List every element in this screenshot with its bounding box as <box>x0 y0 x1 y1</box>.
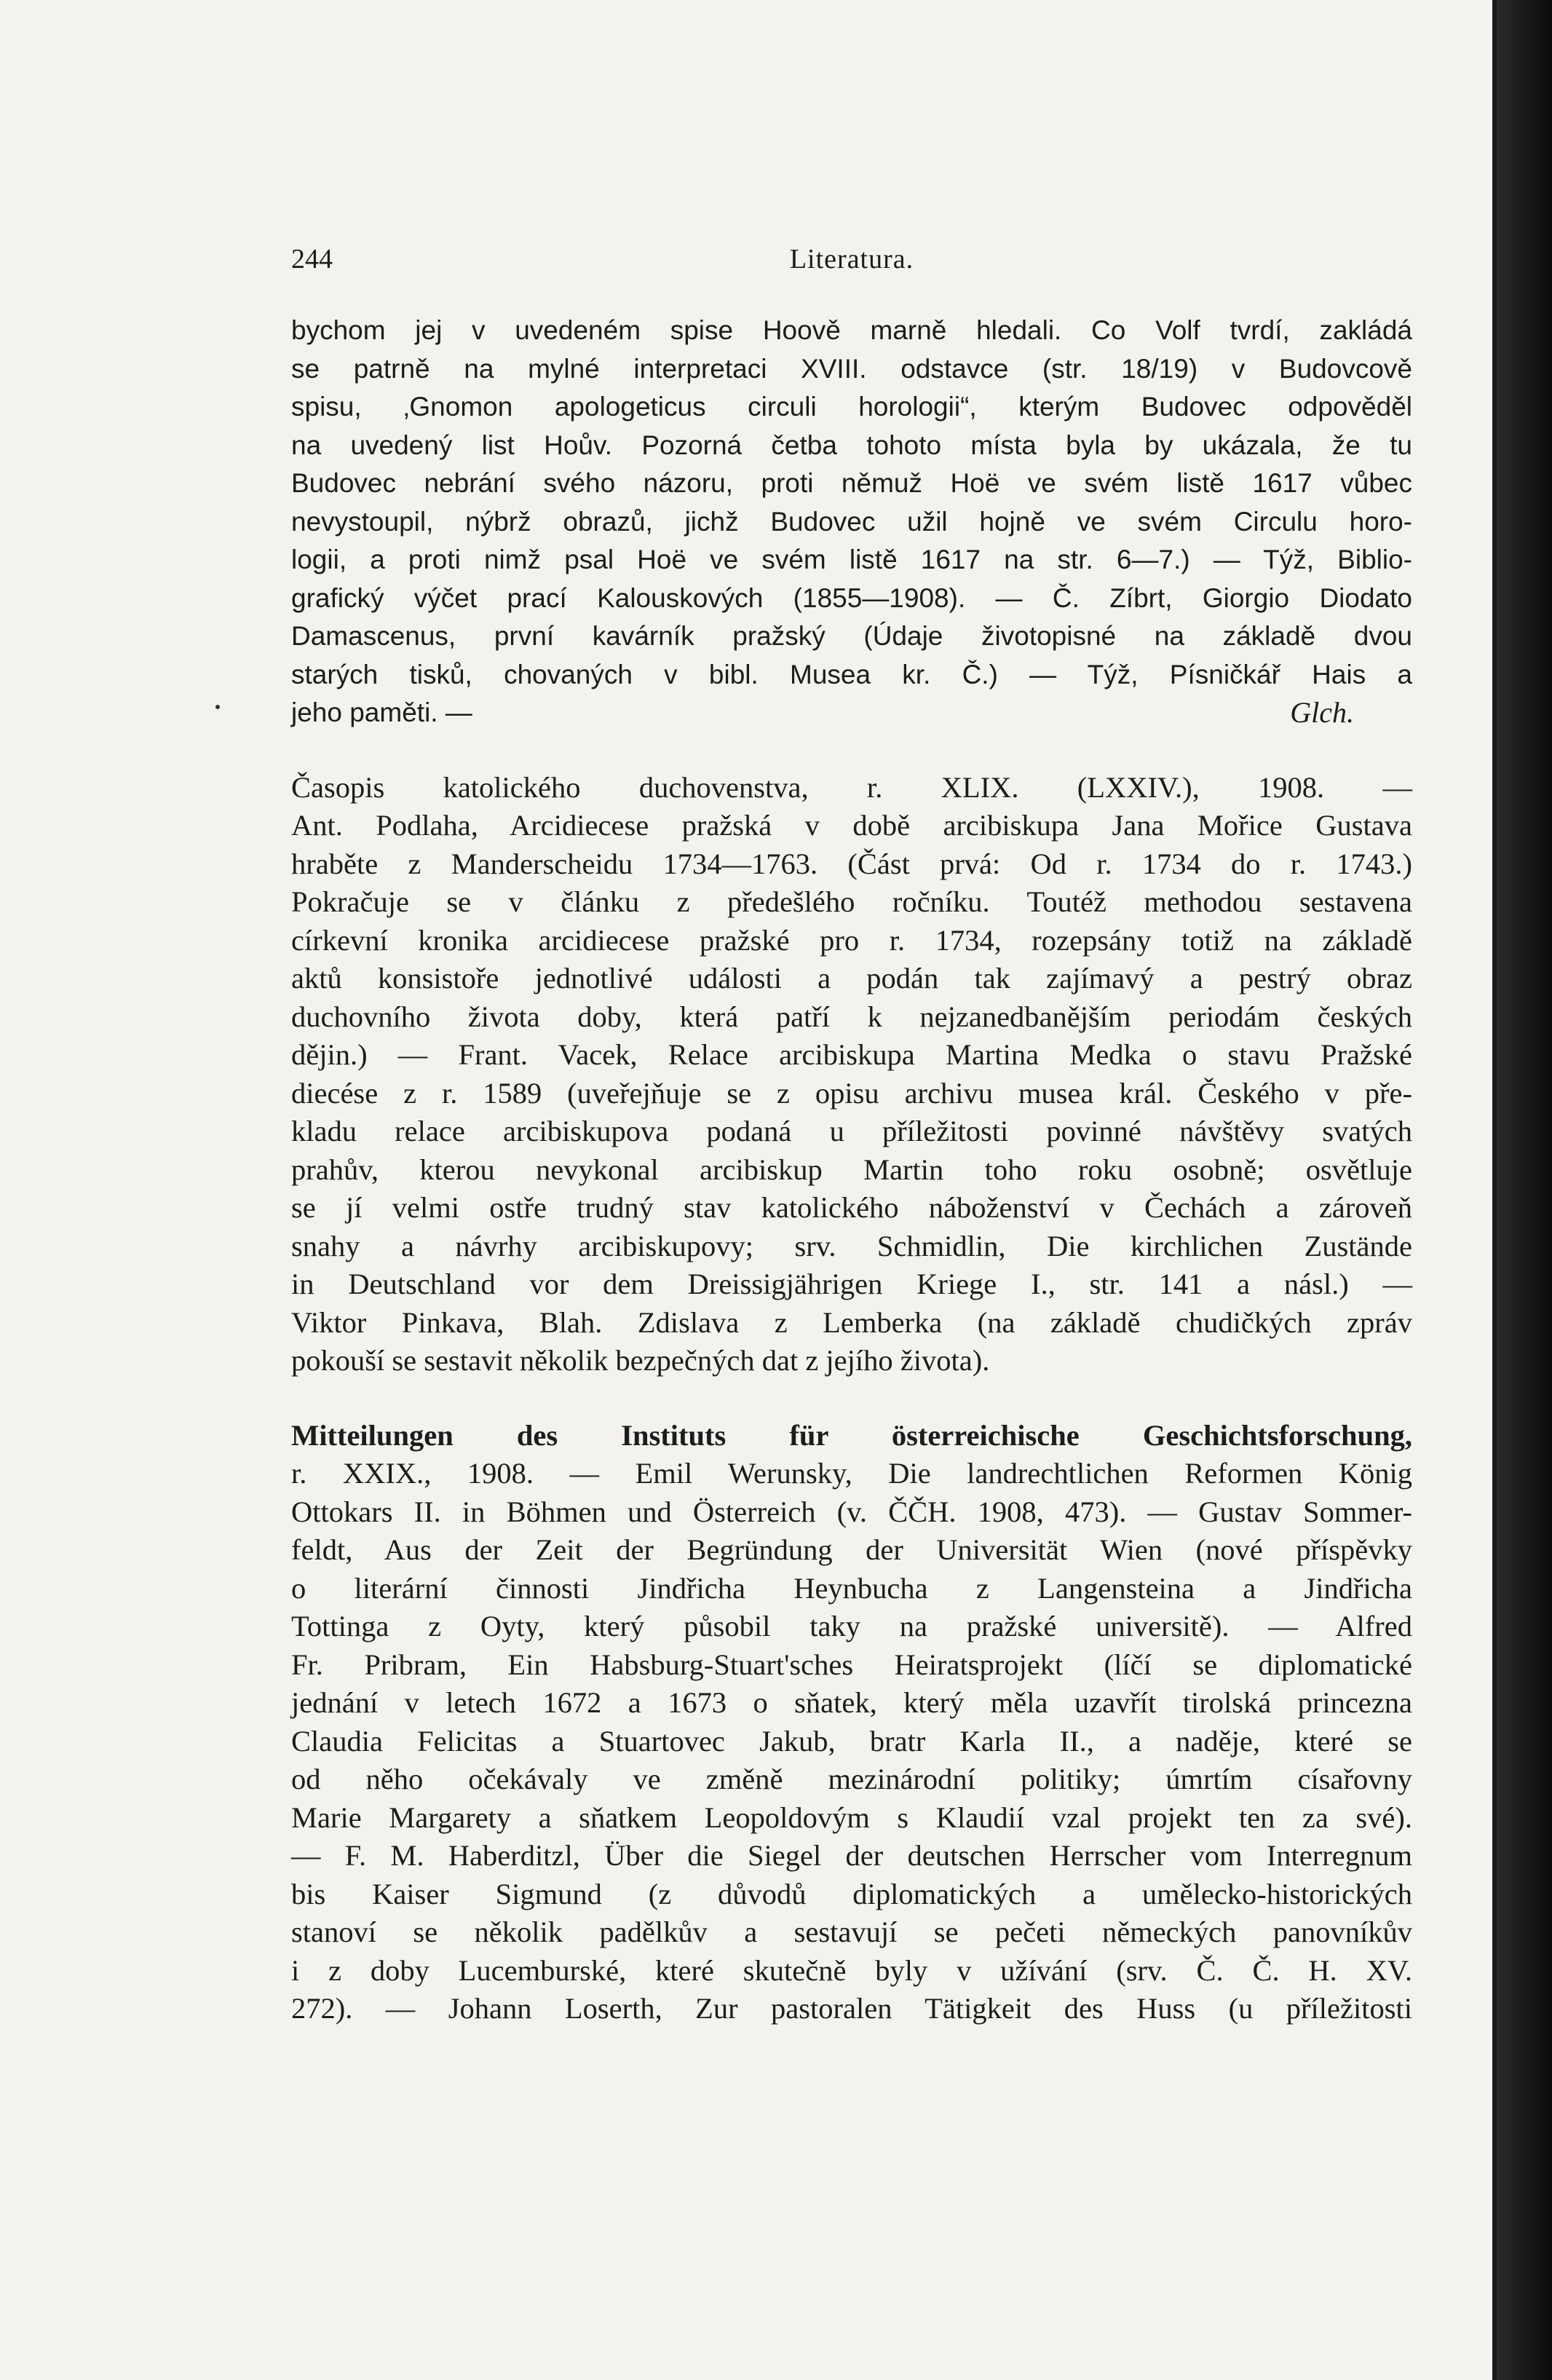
text-line: diecése z r. 1589 (uveřejňuje se z opisu archivu musea král. Českého v pře- <box>291 1076 1412 1110</box>
section-mitteilungen <box>291 1417 1412 2028</box>
text-line: feldt, Aus der Zeit der Begründung der Universität Wien (nové příspěvky <box>291 1533 1412 1566</box>
text-line: Budovec nebrání svého názoru, proti němuž Hoë ve svém listě 1617 vůbec <box>291 468 1412 498</box>
section-gap <box>291 1380 1412 1417</box>
text-line: r. XXIX., 1908. — Emil Werunsky, Die landrechtlichen Reformen König <box>291 1457 1412 1490</box>
text-line: grafický výčet prací Kalouskových (1855—1908). — Č. Zíbrt, Giorgio Diodato <box>291 582 1412 613</box>
section-heading-line: Mitteilungen des Instituts für österreichische Geschichtsforschung, <box>291 1418 1412 1452</box>
page-edge-shadow <box>1497 0 1552 2380</box>
text-line: o literární činnosti Jindřicha Heynbucha z Langensteina a Jindřicha <box>291 1571 1412 1605</box>
text-line: — F. M. Haberditzl, Über die Siegel der deutschen Herrscher vom Interregnum <box>291 1839 1412 1872</box>
text-line: Ant. Podlaha, Arcidiecese pražská v době arcibiskupa Jana Mořice Gustava <box>291 809 1412 842</box>
running-title: Literatura. <box>789 244 914 274</box>
section-gap <box>291 732 1412 769</box>
text-line: Marie Margarety a sňatkem Leopoldovým s Klaudií vzal projekt ten za své). <box>291 1800 1412 1834</box>
text-line: Pokračuje se v článku z předešlého ročníku. Toutéž methodou sestavena <box>291 885 1412 918</box>
text-line: starých tisků, chovaných v bibl. Musea kr. Č.) — Týž, Písničkář Hais a <box>291 659 1412 689</box>
section-casopis-katolickeho <box>291 769 1412 1380</box>
text-line: Viktor Pinkava, Blah. Zdislava z Lemberka (na základě chudičkých zpráv <box>291 1305 1412 1339</box>
text-line: se jí velmi ostře trudný stav katolického náboženství v Čechách a zároveň <box>291 1191 1412 1224</box>
text-line: bychom jej v uvedeném spise Hoově marně hledali. Co Volf tvrdí, zakládá <box>291 315 1412 345</box>
section-budovec-review <box>291 312 1412 732</box>
text-line: Fr. Pribram, Ein Habsburg-Stuart'sches Heiratsprojekt (líčí se diplomatické <box>291 1648 1412 1681</box>
text-line-content: jeho paměti. — <box>291 697 472 727</box>
text-line: Claudia Felicitas a Stuartovec Jakub, bratr Karla II., a naděje, které se <box>291 1724 1412 1758</box>
text-line: logii, a proti nimž psal Hoë ve svém listě 1617 na str. 6—7.) — Týž, Biblio- <box>291 545 1412 574</box>
text-line: prahův, kterou nevykonal arcibiskup Martin toho roku osobně; osvětluje <box>291 1153 1412 1186</box>
text-line: spisu, ‚Gnomon apologeticus circuli horologii“, kterým Budovec odpověděl <box>291 392 1412 422</box>
text-line: Damascenus, první kavárník pražský (Údaje životopisné na základě dvou <box>291 621 1412 651</box>
text-line: kladu relace arcibiskupova podaná u příležitosti povinné návštěvy svatých <box>291 1115 1412 1147</box>
text-line: jednání v letech 1672 a 1673 o sňatek, který měla uzavřít tirolská princezna <box>291 1686 1412 1719</box>
text-line: Tottinga z Oyty, který působil taky na pražské universitě). — Alfred <box>291 1610 1412 1642</box>
text-line: dějin.) — Frant. Vacek, Relace arcibiskupa Martina Medka o stavu Pražské <box>291 1038 1412 1071</box>
text-line: hraběte z Manderscheidu 1734—1763. (Část prvá: Od r. 1734 do r. 1743.) <box>291 847 1412 880</box>
text-line: bis Kaiser Sigmund (z důvodů diplomatických a umělecko-historických <box>291 1877 1412 1910</box>
text-line: církevní kronika arcidiecese pražské pro r. 1734, rozepsány totiž na základě <box>291 923 1412 957</box>
text-line: duchovního života doby, která patří k nejzanedbanějším periodám českých <box>291 1000 1412 1033</box>
text-line: aktů konsistoře jednotlivé události a podán tak zajímavý a pestrý obraz <box>291 962 1412 995</box>
text-line: snahy a návrhy arcibiskupovy; srv. Schmidlin, Die kirchlichen Zustände <box>291 1229 1412 1262</box>
text-line: nevystoupil, nýbrž obrazů, jichž Budovec užil hojně ve svém Circulu horo- <box>291 506 1412 537</box>
text-line: i z doby Lucemburské, které skutečně byly v užívání (srv. Č. Č. H. XV. <box>291 1953 1412 1987</box>
author-signature: Glch. <box>1290 696 1354 729</box>
text-line: stanoví se několik padělkův a sestavují se pečeti německých panovníkův <box>291 1916 1412 1948</box>
text-line: na uvedený list Hoův. Pozorná četba tohoto místa byla by ukázala, že tu <box>291 430 1412 460</box>
text-line: se patrně na mylné interpretaci XVIII. odstavce (str. 18/19) v Budovcově <box>291 353 1412 384</box>
text-line: Ottokars II. in Böhmen und Österreich (v. ČČH. 1908, 473). — Gustav Sommer- <box>291 1495 1412 1528</box>
text-line: 272). — Johann Loserth, Zur pastoralen Tätigkeit des Huss (u příležitosti <box>291 1992 1412 2025</box>
text-line: in Deutschland vor dem Dreissigjährigen Kriege I., str. 141 a násl.) — <box>291 1268 1412 1300</box>
text-column <box>291 233 1412 2028</box>
running-header <box>291 233 1412 277</box>
page-number: 244 <box>291 244 333 274</box>
section-heading-line: Časopis katolického duchovenstva, r. XLIX. (LXXIV.), 1908. — <box>291 770 1412 804</box>
text-line-last: pokouší se sestavit několik bezpečných dat z jejího života). <box>291 1344 990 1377</box>
margin-mark <box>215 705 220 709</box>
text-line-last <box>291 694 1412 732</box>
text-line: od něho očekávaly ve změně mezinárodní politiky; úmrtím císařovny <box>291 1763 1412 1795</box>
